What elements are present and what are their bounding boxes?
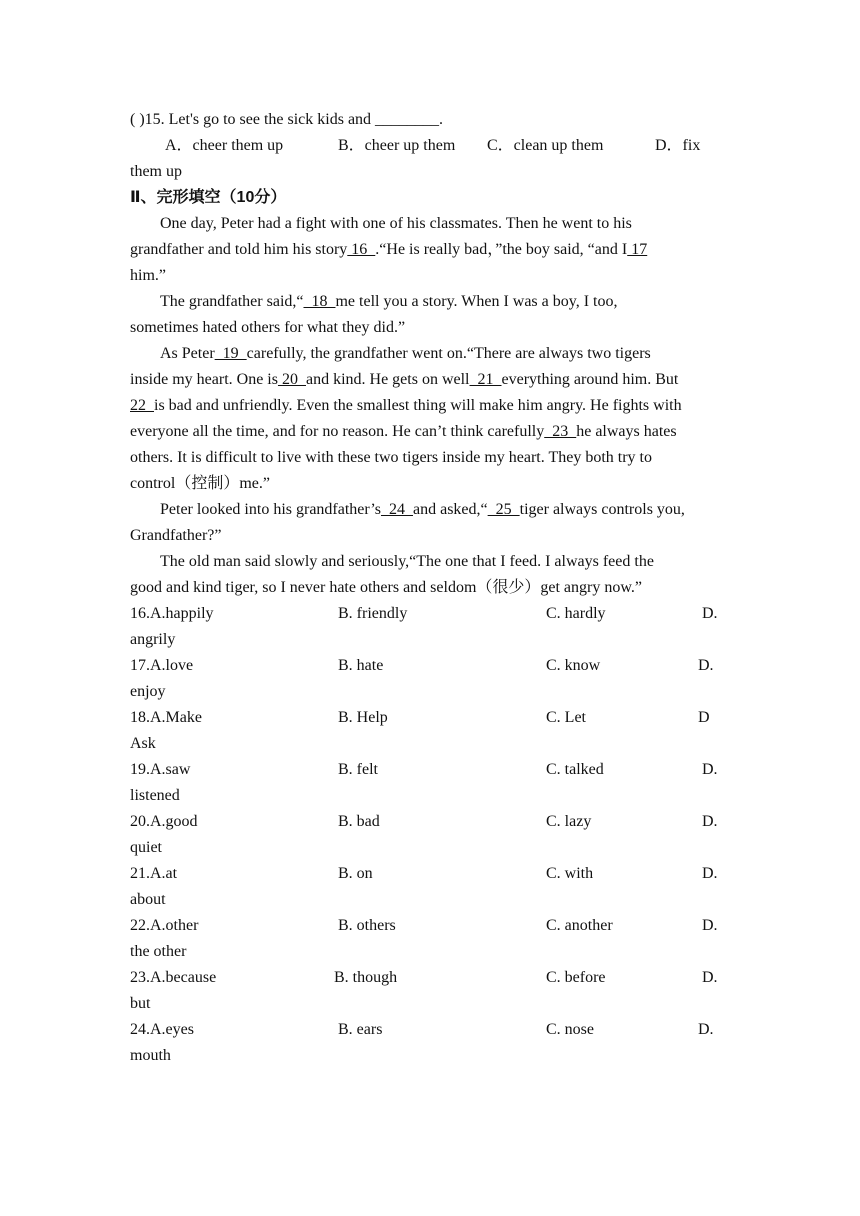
question-19-option-b: B. felt [338,761,378,778]
question-options-list [130,601,732,1069]
question-20-option-a: 20.A.good [130,813,198,830]
passage-line: One day, Peter had a fight with one of his classmates. Then he went to his [160,215,632,232]
question-21-option-c: C. with [546,865,594,882]
blank-20: 20 [277,371,306,388]
question-21-option-d: D. [702,865,718,882]
passage-text: he always hates [576,423,677,440]
question-17-option-c: C. know [546,657,601,674]
passage-line [130,341,732,367]
blank-18: 18 [303,293,336,310]
question-19-options [130,757,732,783]
passage-text: .“He is really bad，”the boy said, “and I [375,241,628,258]
question-24-option-b: B. ears [338,1021,383,1038]
passage-text: and kind. He gets on well [305,371,470,388]
question-16-options [130,601,732,627]
document-content [130,107,732,1069]
question-16-option-d-wrap: angrily [130,631,176,648]
passage-line [130,419,732,445]
passage-text: me tell you a story. When I was a boy, I too, [335,293,618,310]
q15-option-c: C．clean up them [487,137,604,154]
question-22-option-d: D. [702,917,718,934]
question-19-option-c: C. talked [546,761,604,778]
question-17-option-b: B. hate [338,657,384,674]
passage-text: and asked,“ [412,501,488,518]
question-18-option-a: 18.A.Make [130,709,202,726]
passage-line: him.” [130,267,166,284]
blank-21: 21 [469,371,502,388]
question-19-option-d: D. [702,761,718,778]
question-24-option-c: C. nose [546,1021,594,1038]
question-19-option-a: 19.A.saw [130,761,191,778]
question-18-option-d-wrap: Ask [130,735,156,752]
q15-option-d: D．fix [655,137,701,154]
blank-16: 16 [347,241,376,258]
blank-23: 23 [544,423,577,440]
question-17-options [130,653,732,679]
blank-17: 17 [627,241,648,258]
question-16-option-d: D. [702,605,718,622]
passage-line [130,393,732,419]
q15-stem: ( )15. Let's go to see the sick kids and ________. [130,111,444,128]
question-21-option-d-wrap: about [130,891,166,908]
passage-text: is bad and unfriendly. Even the smallest thing will make him angry. He fights with [154,397,682,414]
passage-line [130,289,732,315]
passage-line [130,237,732,263]
question-16-option-c: C. hardly [546,605,606,622]
passage-text: grandfather and told him his story [130,241,348,258]
passage-line: Grandfather?” [130,527,222,544]
question-20-option-d-wrap: quiet [130,839,162,856]
blank-22: 22 [130,397,154,414]
question-23-option-c: C. before [546,969,606,986]
question-21-option-a: 21.A.at [130,865,178,882]
passage-text: everyone all the time, and for no reason. He can’t think carefully [130,423,545,440]
question-22-option-c: C. another [546,917,613,934]
question-21-option-b: B. on [338,865,373,882]
passage-line: sometimes hated others for what they did.” [130,319,406,336]
passage-text: As Peter [160,345,215,362]
blank-19: 19 [214,345,247,362]
blank-24: 24 [380,501,413,518]
passage-text: inside my heart. One is [130,371,278,388]
question-22-option-d-wrap: the other [130,943,187,960]
passage-text: everything around him. But [501,371,679,388]
question-21-options [130,861,732,887]
passage-line: good and kind tiger, so I never hate others and seldom（很少）get angry now.” [130,579,642,596]
passage-line: others. It is difficult to live with these two tigers inside my heart. They both try to [130,449,652,466]
question-24-option-d: D. [698,1021,714,1038]
passage-line [130,367,732,393]
q15-options [130,133,732,159]
passage-line [130,497,732,523]
question-23-option-a: 23.A.because [130,969,217,986]
blank-25: 25 [487,501,520,518]
question-18-option-c: C. Let [546,709,586,726]
question-17-option-d-wrap: enjoy [130,683,166,700]
question-23-options [130,965,732,991]
question-16-option-b: B. friendly [338,605,408,622]
question-18-options [130,705,732,731]
question-18-option-b: B. Help [338,709,388,726]
question-23-option-d: D. [702,969,718,986]
q15-option-d-wrap: them up [130,163,182,180]
question-22-options [130,913,732,939]
question-20-option-c: C. lazy [546,813,592,830]
passage-text: Peter looked into his grandfather’s [160,501,381,518]
question-24-option-a: 24.A.eyes [130,1021,194,1038]
question-24-options [130,1017,732,1043]
question-20-option-d: D. [702,813,718,830]
passage-line: control（控制）me.” [130,475,270,492]
passage-text: carefully, the grandfather went on.“There are always two tigers [246,345,651,362]
question-17-option-d: D. [698,657,714,674]
q15-option-b: B．cheer up them [338,137,456,154]
question-18-option-d: D [698,709,710,726]
passage-text: The grandfather said,“ [160,293,304,310]
question-23-option-d-wrap: but [130,995,151,1012]
passage-line: The old man said slowly and seriously,“The one that I feed. I always feed the [160,553,654,570]
passage-text: tiger always controls you, [519,501,685,518]
q15-option-a: A．cheer them up [165,137,284,154]
question-19-option-d-wrap: listened [130,787,180,804]
question-17-option-a: 17.A.love [130,657,194,674]
question-22-option-a: 22.A.other [130,917,199,934]
section-heading: Ⅱ、完形填空（10分） [130,189,287,206]
question-24-option-d-wrap: mouth [130,1047,171,1064]
question-16-option-a: 16.A.happily [130,605,214,622]
question-20-option-b: B. bad [338,813,380,830]
question-22-option-b: B. others [338,917,396,934]
question-23-option-b: B. though [334,969,398,986]
question-20-options [130,809,732,835]
